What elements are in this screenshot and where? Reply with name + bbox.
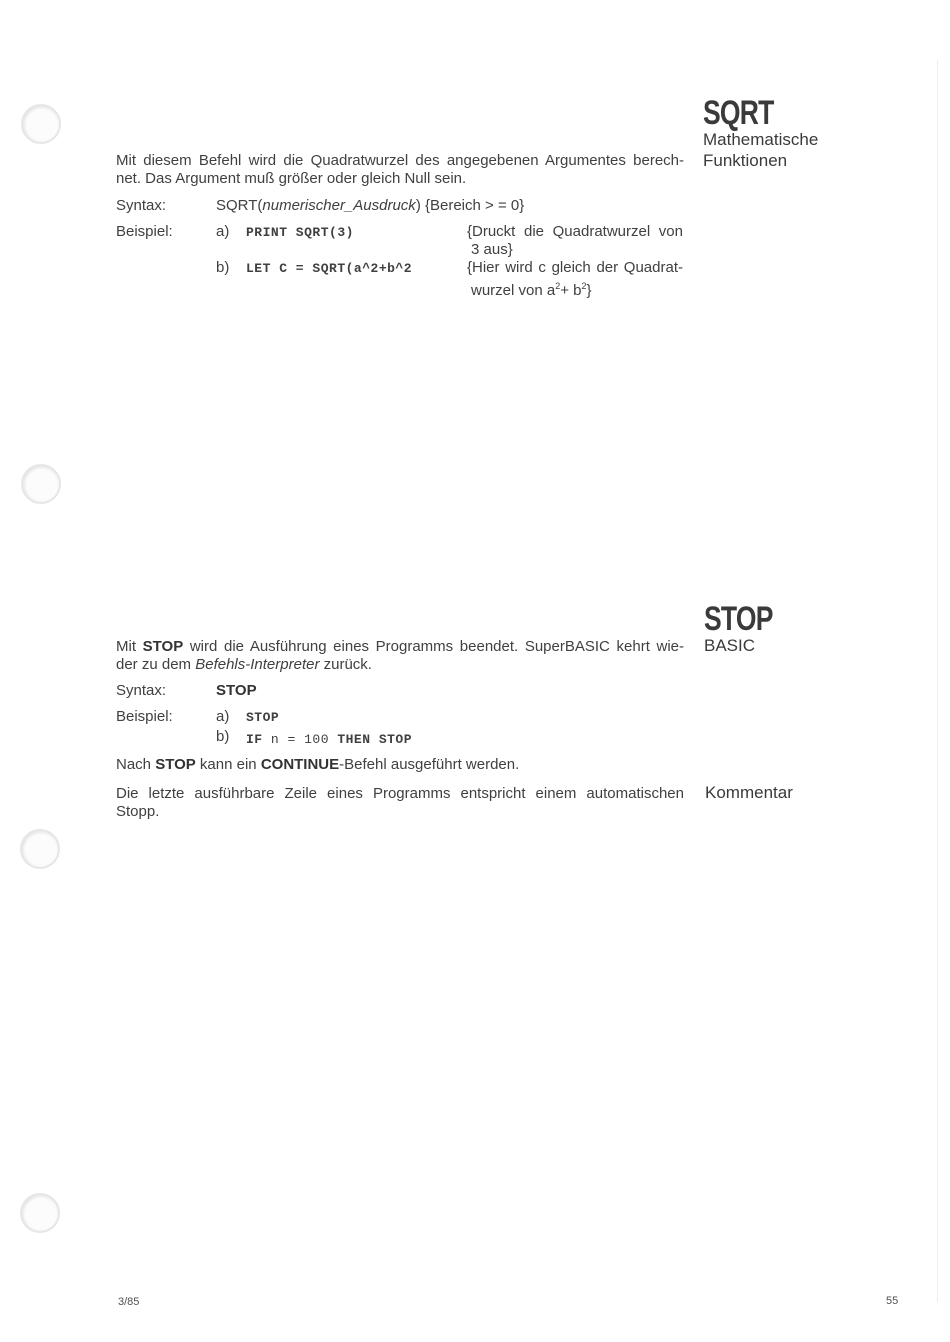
stop-intro-line2-post: zurück. bbox=[319, 656, 372, 673]
sqrt-example-b-comment-pre: wurzel von a bbox=[471, 282, 556, 299]
punch-hole bbox=[20, 829, 60, 869]
footer-date: 3/85 bbox=[118, 1296, 140, 1308]
sqrt-example-b-comment-line1: {Hier wird c gleich der Quadrat- bbox=[467, 259, 683, 276]
sqrt-title: SQRT bbox=[703, 94, 774, 132]
stop-note-mid: kann ein bbox=[195, 756, 261, 773]
sqrt-syntax-close: ) bbox=[415, 197, 421, 214]
stop-intro-line2 bbox=[116, 656, 684, 674]
punch-hole bbox=[20, 1193, 60, 1233]
stop-example-a-code: STOP bbox=[246, 710, 280, 725]
sqrt-syntax-label: Syntax: bbox=[116, 197, 167, 214]
stop-intro-keyword: STOP bbox=[142, 638, 184, 655]
sqrt-syntax-cmd: SQRT( bbox=[216, 197, 263, 214]
stop-example-b-marker: b) bbox=[216, 728, 230, 745]
stop-intro bbox=[116, 638, 684, 674]
sqrt-example-label: Beispiel: bbox=[116, 223, 173, 240]
sqrt-example-a-code: PRINT SQRT(3) bbox=[246, 225, 354, 240]
sqrt-intro-line1: Mit diesem Befehl wird die Quadratwurzel des angegebenen Argumentes berech- bbox=[116, 152, 684, 169]
sqrt-intro-line2: net. Das Argument muß größer oder gleich Null sein. bbox=[116, 170, 467, 187]
stop-comment-line1: Die letzte ausführbare Zeile eines Programms entspricht einem automatischen bbox=[116, 785, 684, 802]
page-number: 55 bbox=[886, 1295, 899, 1307]
stop-example-label: Beispiel: bbox=[116, 708, 173, 725]
sqrt-example-b-comment-mid: + b bbox=[560, 282, 582, 299]
sqrt-category bbox=[703, 130, 818, 171]
stop-intro-post: wird die Ausführung eines Programms beendet. SuperBASIC kehrt wie- bbox=[183, 638, 684, 655]
punch-hole bbox=[21, 104, 61, 144]
stop-title: STOP bbox=[704, 600, 773, 638]
stop-example-b-if: IF bbox=[246, 732, 263, 747]
stop-example-b-cond: n = 100 bbox=[262, 732, 338, 747]
sqrt-syntax-range: {Bereich > = 0} bbox=[424, 197, 525, 214]
sqrt-example-a-comment-line2: 3 aus} bbox=[471, 241, 513, 258]
stop-intro-pre: Mit bbox=[116, 638, 143, 655]
stop-syntax-label: Syntax: bbox=[116, 682, 167, 699]
stop-note-post: -Befehl ausgeführt werden. bbox=[339, 756, 520, 773]
sqrt-example-a-comment bbox=[467, 223, 683, 259]
sqrt-example-b-comment-sup2: 2 bbox=[581, 281, 587, 291]
stop-example-b-then: THEN STOP bbox=[337, 732, 413, 747]
sqrt-syntax-arg: numerischer_Ausdruck bbox=[262, 197, 416, 214]
sqrt-example-b-code: LET C = SQRT(a^2+b^2 bbox=[246, 261, 413, 276]
sqrt-example-b-marker: b) bbox=[216, 259, 230, 276]
stop-note-continue: CONTINUE bbox=[260, 756, 340, 773]
stop-category: BASIC bbox=[704, 636, 756, 655]
sqrt-intro bbox=[116, 152, 684, 188]
sqrt-example-b-comment bbox=[467, 259, 683, 300]
sqrt-syntax bbox=[216, 197, 524, 215]
stop-intro-line2-italic: Befehls-Interpreter bbox=[195, 656, 320, 673]
sqrt-example-b-comment-line2 bbox=[467, 277, 683, 300]
stop-intro-line2-pre: der zu dem bbox=[116, 656, 196, 673]
sqrt-example-b-comment-close: } bbox=[586, 282, 592, 299]
stop-comment bbox=[116, 785, 684, 821]
stop-example-b-code bbox=[246, 730, 412, 748]
sqrt-category-line2: Funktionen bbox=[703, 151, 788, 170]
punch-hole bbox=[21, 464, 61, 504]
stop-comment-heading: Kommentar bbox=[705, 783, 793, 802]
stop-example-a-marker: a) bbox=[216, 708, 230, 725]
stop-note bbox=[116, 756, 519, 774]
sqrt-example-a-comment-line1: {Druckt die Quadratwurzel von bbox=[467, 223, 683, 240]
stop-syntax-cmd: STOP bbox=[216, 682, 257, 699]
stop-note-stop: STOP bbox=[155, 756, 196, 773]
sqrt-example-a-marker: a) bbox=[216, 223, 230, 240]
stop-comment-line2: Stopp. bbox=[116, 803, 160, 820]
sqrt-category-line1: Mathematische bbox=[703, 130, 819, 149]
page-edge bbox=[937, 60, 938, 1302]
stop-intro-line1 bbox=[116, 638, 684, 656]
stop-note-pre: Nach bbox=[116, 756, 156, 773]
sqrt-example-b-comment-sup1: 2 bbox=[555, 281, 561, 291]
